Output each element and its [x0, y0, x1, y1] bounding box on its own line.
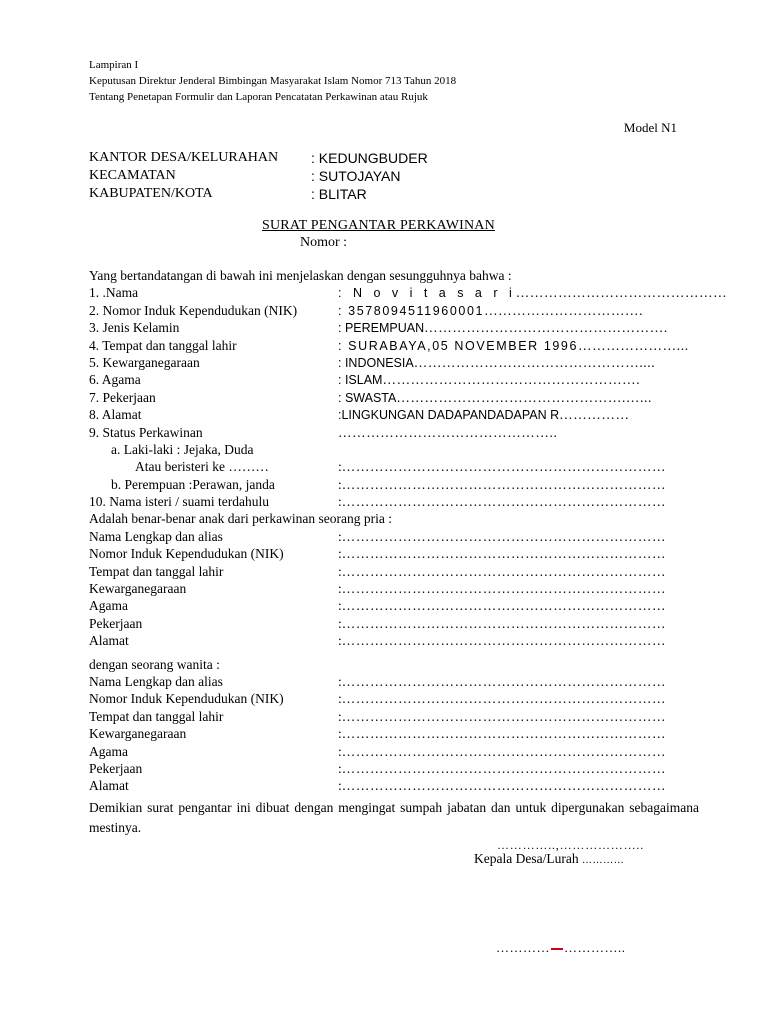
- form-row-field[interactable]: [338, 285, 728, 301]
- form-row-field[interactable]: [338, 459, 699, 475]
- form-row-label: Nomor Induk Kependudukan (NIK): [89, 691, 284, 707]
- form-row-label: Alamat: [89, 778, 129, 794]
- form-row-field[interactable]: [338, 338, 699, 354]
- office-row: [89, 150, 689, 168]
- form-row-label: 5. Kewarganegaraan: [89, 354, 200, 370]
- form-row-value: :: [338, 598, 342, 614]
- form-row-label: 8. Alamat: [89, 407, 142, 423]
- document-title: SURAT PENGANTAR PERKAWINAN: [262, 218, 495, 233]
- form-row-dots: ……………………………………………………………: [341, 726, 667, 742]
- form-row-dots: ……………………………………………………………: [341, 581, 667, 597]
- form-row-field[interactable]: [338, 477, 699, 493]
- form-row-label: Agama: [89, 743, 128, 759]
- office-value: : BLITAR: [311, 186, 367, 202]
- tentang-line: Tentang Penetapan Formulir dan Laporan Pencatatan Perkawinan atau Rujuk: [89, 91, 428, 103]
- form-row-dots: ……………………………………………………………: [341, 615, 667, 631]
- form-row: [89, 581, 699, 598]
- signature-name-right: …………..: [564, 940, 626, 955]
- form-row-label: Alamat: [89, 633, 129, 649]
- form-row-value: :: [338, 581, 342, 597]
- form-row-field[interactable]: [338, 564, 699, 580]
- form-row-value: : N o v i t a s a r i: [338, 286, 516, 301]
- form-row-value: :: [338, 633, 342, 649]
- form-row-dots: …………………………….: [484, 302, 644, 318]
- form-row-dots: …………………...: [578, 337, 689, 353]
- form-row-field[interactable]: [338, 726, 699, 742]
- form-row: [89, 372, 699, 389]
- subject-section: [89, 285, 728, 511]
- form-row: [89, 285, 728, 302]
- form-row-field[interactable]: [338, 390, 699, 406]
- form-row: [89, 390, 699, 407]
- form-row-dots: ……………………………………………….: [382, 372, 641, 388]
- form-row-value: :: [338, 708, 342, 724]
- form-row: [89, 709, 699, 726]
- form-row-value: :: [338, 726, 342, 742]
- form-row-label: Pekerjaan: [89, 615, 143, 631]
- form-row-value: :: [338, 778, 342, 794]
- form-row-dots: ……………………………………………………………: [341, 691, 667, 707]
- form-row-field[interactable]: [338, 691, 699, 707]
- form-row-label: Tempat dan tanggal lahir: [89, 563, 224, 579]
- form-row-label: Agama: [89, 598, 128, 614]
- form-row-field[interactable]: [338, 761, 699, 777]
- form-row-field[interactable]: [338, 709, 699, 725]
- form-row-dots: ……………………………………………………………: [341, 743, 667, 759]
- form-row-label: a. Laki-laki : Jejaka, Duda: [111, 441, 254, 457]
- form-row-field[interactable]: [338, 633, 699, 649]
- mother-intro-text: dengan seorang wanita :: [89, 656, 220, 672]
- signature-title-text: Kepala Desa/Lurah: [474, 851, 579, 866]
- form-row-value: :: [338, 546, 342, 562]
- form-row-dots: ……………………………………………………………: [341, 563, 667, 579]
- form-row: [89, 320, 699, 337]
- signature-title: [474, 851, 624, 867]
- form-row-value: : SWASTA: [338, 390, 397, 405]
- form-row-dots: ……………………………………………………………: [341, 476, 667, 492]
- form-row-dots: ……………………………………………………………: [341, 528, 667, 544]
- form-row-label: 9. Status Perkawinan: [89, 424, 203, 440]
- form-row-label: Kewarganegaraan: [89, 726, 187, 742]
- signature-date-line: …………..,………………..: [497, 838, 644, 852]
- signature-name-left: …………: [496, 940, 550, 955]
- form-row-dots: ……………………………………………………………: [341, 459, 667, 475]
- form-row-value: :: [338, 673, 342, 689]
- form-row-dots: …………………………………………....: [413, 354, 656, 370]
- signature-title-dots: …………: [581, 855, 625, 866]
- form-row: [89, 477, 699, 494]
- form-row: [89, 761, 699, 778]
- form-row: [89, 546, 699, 563]
- office-row: [89, 186, 689, 204]
- form-row-field[interactable]: [338, 546, 699, 562]
- form-row-field[interactable]: [338, 355, 699, 371]
- form-row-value: :: [338, 743, 342, 759]
- form-row-field[interactable]: [338, 674, 699, 690]
- form-row: [89, 425, 699, 442]
- form-row-label: Kewarganegaraan: [89, 581, 187, 597]
- form-row-dots: ……………………………………………………………: [341, 633, 667, 649]
- form-row-label: 4. Tempat dan tanggal lahir: [89, 337, 237, 353]
- form-row-label: 2. Nomor Induk Kependudukan (NIK): [89, 302, 298, 318]
- form-row: [89, 674, 699, 691]
- office-label: KABUPATEN/KOTA: [89, 186, 213, 201]
- form-row-value: : SURABAYA,05 NOVEMBER 1996: [338, 338, 579, 353]
- form-row: [89, 355, 699, 372]
- form-row-field[interactable]: [338, 425, 699, 441]
- form-row-dots: …………………………………………….: [424, 320, 668, 336]
- closing-paragraph: Demikian surat pengantar ini dibuat dengan mengingat sumpah jabatan dan untuk dipergunakan sebagaimana mestinya.: [89, 800, 699, 835]
- intro-line: [89, 268, 699, 285]
- form-row-value: :: [338, 528, 342, 544]
- father-intro-text: Adalah benar-benar anak dari perkawinan seorang pria :: [89, 511, 392, 527]
- form-row: [89, 726, 699, 743]
- form-row: [89, 598, 699, 615]
- form-row-label: 7. Pekerjaan: [89, 389, 156, 405]
- mother-intro-line: [89, 657, 699, 674]
- form-row: [89, 529, 699, 546]
- form-row-field[interactable]: [338, 407, 699, 423]
- form-row: [89, 564, 699, 581]
- office-label: KANTOR DESA/KELURAHAN: [89, 150, 279, 165]
- form-row-field[interactable]: [338, 320, 699, 336]
- office-value: : KEDUNGBUDER: [311, 150, 428, 166]
- form-row-field[interactable]: [338, 616, 699, 632]
- signature-name-line: [496, 940, 626, 956]
- form-row: [89, 442, 699, 459]
- form-row-dots: ………………………………………..: [338, 424, 558, 440]
- office-value: : SUTOJAYAN: [311, 168, 401, 184]
- form-row-dots: ……………………………………………………………: [341, 673, 667, 689]
- form-row: [89, 494, 699, 511]
- form-row-dots: ……………………………………………………………: [341, 598, 667, 614]
- form-row-value: :: [338, 476, 342, 492]
- form-row-dots: ……………………………………………………………: [341, 760, 667, 776]
- office-label: KECAMATAN: [89, 168, 176, 183]
- document-number: Nomor :: [300, 235, 348, 250]
- keputusan-line: Keputusan Direktur Jenderal Bimbingan Masyarakat Islam Nomor 713 Tahun 2018: [89, 75, 457, 87]
- form-row: [89, 691, 699, 708]
- form-row-value: : PEREMPUAN: [338, 321, 425, 336]
- intro-text: Yang bertandatangan di bawah ini menjelaskan dengan sesungguhnya bahwa :: [89, 268, 512, 283]
- red-mark: [551, 948, 563, 950]
- form-row: [89, 616, 699, 633]
- form-row-value: : 3578094511960001: [338, 303, 485, 318]
- form-row-label: 10. Nama isteri / suami terdahulu: [89, 494, 269, 510]
- form-row-label: Tempat dan tanggal lahir: [89, 708, 224, 724]
- form-row-field[interactable]: [338, 598, 699, 614]
- model-code: Model N1: [623, 120, 677, 135]
- form-row: [89, 778, 699, 795]
- form-row-label: 6. Agama: [89, 372, 141, 388]
- form-row-dots: ……………: [559, 407, 630, 423]
- form-row-field[interactable]: [338, 494, 699, 510]
- form-row-dots: ……………………………………………………………: [341, 494, 667, 510]
- office-row: [89, 168, 689, 186]
- form-row-dots: ………………………………………: [515, 285, 728, 301]
- form-row-field[interactable]: [338, 778, 699, 794]
- form-row-label: Nama Lengkap dan alias: [89, 673, 223, 689]
- father-section: [89, 529, 699, 651]
- form-row-label: b. Perempuan :Perawan, janda: [111, 476, 275, 492]
- form-row-dots: ……………………………………………………………: [341, 708, 667, 724]
- form-row-value: : INDONESIA: [338, 355, 414, 370]
- form-row-label: 1. .Nama: [89, 285, 139, 301]
- form-row-label: Atau beristeri ke ………: [135, 459, 269, 475]
- form-row-label: Nomor Induk Kependudukan (NIK): [89, 546, 284, 562]
- form-row-dots: ……………………………………………………………: [341, 546, 667, 562]
- form-row: [89, 303, 699, 320]
- form-row-value: :: [338, 459, 342, 475]
- form-row-value: :LINGKUNGAN DADAPANDADAPAN R: [338, 408, 560, 423]
- form-row-field[interactable]: [338, 372, 699, 388]
- form-row-value: :: [338, 615, 342, 631]
- form-row-dots: ………………………………………….…...: [396, 389, 652, 405]
- form-row-field[interactable]: [338, 303, 699, 319]
- form-row: [89, 407, 699, 424]
- form-row-dots: ……………………………………………………………: [341, 778, 667, 794]
- form-body: [89, 268, 728, 796]
- form-row: [89, 633, 699, 650]
- lampiran-label: Lampiran I: [89, 59, 139, 71]
- form-row-value: :: [338, 494, 342, 510]
- form-row-field[interactable]: [338, 581, 699, 597]
- form-row-field[interactable]: [338, 529, 699, 545]
- form-row-value: :: [338, 760, 342, 776]
- form-row-field[interactable]: [338, 744, 699, 760]
- mother-section: [89, 674, 699, 796]
- form-row: [89, 744, 699, 761]
- form-row-value: : ISLAM: [338, 373, 383, 388]
- document-header: [89, 57, 456, 105]
- form-row: [89, 459, 699, 476]
- form-row-value: :: [338, 691, 342, 707]
- form-row: [89, 338, 699, 355]
- form-row-label: Pekerjaan: [89, 760, 143, 776]
- office-block: [89, 150, 689, 204]
- form-row-value: :: [338, 563, 342, 579]
- form-row-label: 3. Jenis Kelamin: [89, 320, 180, 336]
- form-row-label: Nama Lengkap dan alias: [89, 528, 223, 544]
- father-intro-line: [89, 511, 699, 528]
